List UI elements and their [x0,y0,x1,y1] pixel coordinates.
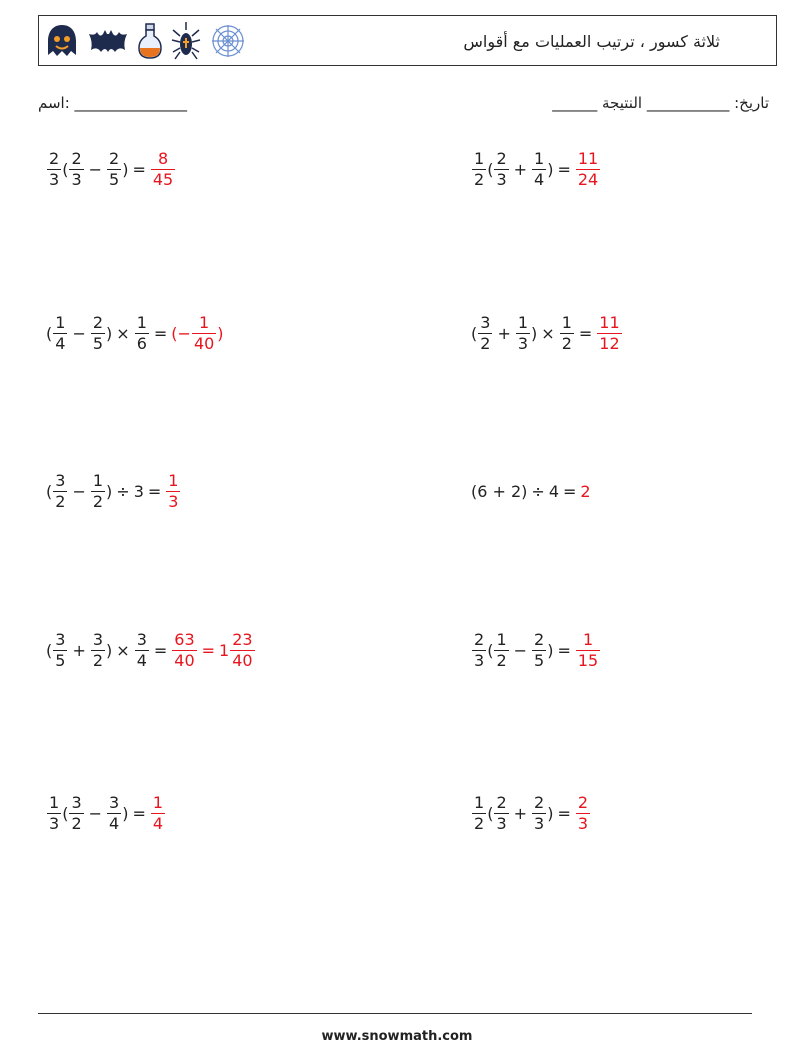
fraction [597,312,621,353]
fraction [53,470,67,511]
numerator: 1 [49,792,60,812]
denominator: 4 [136,650,147,670]
text-token: 2 [580,481,591,501]
fraction [192,312,216,353]
problem-p8 [471,625,601,675]
problem-p10 [471,788,591,838]
denominator: 2 [496,650,507,670]
fraction [107,792,121,833]
numerator: 2 [534,792,545,812]
numerator: 1 [474,148,485,168]
fraction [576,792,590,833]
text-token: ( [62,803,69,823]
numerator: 2 [49,148,60,168]
footer-url: www.snowmath.com [321,1029,473,1044]
numerator: 1 [534,148,545,168]
text-token: (− [171,323,191,343]
operator: × [116,323,130,343]
denominator: 5 [92,333,104,353]
fraction [135,629,149,670]
operator: = [557,159,571,179]
denominator: 2 [55,491,66,511]
denominator: 2 [92,491,104,511]
fraction [47,792,61,833]
denominator: 3 [49,169,60,189]
fraction [472,148,486,189]
numerator: 11 [577,148,599,168]
fraction [172,629,196,670]
operator: − [513,640,528,660]
denominator: 5 [534,650,545,670]
operator: − [88,803,103,823]
numerator: 2 [71,148,82,168]
problem-p7 [46,625,256,675]
fraction [472,792,486,833]
answer [596,312,622,353]
fraction [494,792,508,833]
operator: − [72,323,86,343]
spiderweb-icon [209,23,247,59]
text-token: ) [547,640,554,660]
problem-p3 [46,308,224,358]
denominator: 5 [109,169,120,189]
icon-row [45,22,247,60]
operator: + [513,159,528,179]
fraction [532,629,546,670]
fraction [91,312,105,353]
text-token: ) [547,803,554,823]
operator: + [72,640,86,660]
operator: − [88,159,103,179]
text-token: ) [531,323,538,343]
numerator: 1 [496,629,507,649]
answer [150,148,176,189]
numerator: 3 [71,792,82,812]
denominator: 24 [577,169,599,189]
text-token: 4 [548,481,560,501]
worksheet-title: ثلاثة كسور ، ترتيب العمليات مع أقواس [463,32,720,51]
header-box [38,15,777,66]
text-token: ) [106,640,113,660]
text-token: ( [46,323,53,343]
fraction [494,629,508,670]
operator: − [72,481,86,501]
denominator: 4 [152,813,164,833]
denominator: 3 [496,813,507,833]
denominator: 3 [474,650,485,670]
fraction [230,629,254,670]
operator: = [563,481,577,501]
fraction [91,629,105,670]
answer [575,148,601,189]
denominator: 6 [136,333,147,353]
numerator: 1 [55,312,66,332]
text-token: ( [487,803,494,823]
denominator: 40 [232,650,253,670]
text-token: ) [122,803,129,823]
denominator: 45 [152,169,174,189]
numerator: 2 [109,148,120,168]
fraction [576,148,600,189]
potion-icon [137,22,163,60]
text-token: ) [106,323,113,343]
numerator: 3 [55,470,66,490]
denominator: 2 [480,333,491,353]
numerator: 23 [232,629,253,649]
denominator: 3 [577,813,589,833]
numerator: 1 [199,312,210,332]
fraction [53,629,67,670]
numerator: 3 [55,629,66,649]
numerator: 2 [474,629,485,649]
operator: = [147,481,162,501]
numerator: 3 [109,792,120,812]
fraction [166,470,180,511]
fraction [516,312,530,353]
denominator: 2 [474,169,485,189]
operator: = [153,640,168,660]
text-token: ) [547,159,554,179]
operator: = [153,323,168,343]
fraction [107,148,121,189]
text-token: ) [106,481,113,501]
name-field: اسم: _______________ [38,94,188,112]
denominator: 2 [561,333,572,353]
numerator: 8 [157,148,169,168]
problem-p5 [46,466,181,516]
fraction [576,629,600,670]
ghost-icon [45,23,79,59]
denominator: 4 [55,333,66,353]
denominator: 4 [109,813,120,833]
denominator: 2 [71,813,82,833]
fraction [69,148,83,189]
numerator: 11 [599,312,620,332]
operator: × [541,323,555,343]
numerator: 1 [474,792,485,812]
numerator: 1 [582,629,594,649]
denominator: 15 [577,650,599,670]
fraction [91,470,105,511]
denominator: 40 [174,650,195,670]
fraction [151,792,165,833]
text-token: 3 [133,481,144,501]
fraction [494,148,508,189]
text-token: ( [487,640,494,660]
numerator: 3 [480,312,491,332]
fraction [532,792,546,833]
answer [150,792,166,833]
answer [575,629,601,670]
denominator: 3 [71,169,82,189]
bat-icon [87,26,129,56]
text-token: ) [122,159,129,179]
fraction [135,312,149,353]
text-token: ( [487,159,494,179]
operator: + [513,803,528,823]
operator: = [132,159,146,179]
spider-icon [171,22,201,60]
answer [165,470,181,511]
text-token: 1 [219,640,230,660]
fraction [53,312,67,353]
numerator: 2 [92,312,104,332]
operator: = [201,640,216,660]
denominator: 4 [534,169,545,189]
numerator: 3 [92,629,104,649]
operator: = [132,803,146,823]
text-token: ( [471,323,478,343]
fraction [151,148,175,189]
answer [171,312,224,353]
denominator: 3 [496,169,507,189]
denominator: 3 [534,813,545,833]
denominator: 2 [474,813,485,833]
numerator: 2 [577,792,589,812]
operator: + [497,323,511,343]
denominator: 5 [55,650,66,670]
numerator: 1 [561,312,572,332]
footer-divider [38,1013,752,1014]
answer [580,482,590,501]
problem-p9 [46,788,166,838]
denominator: 12 [599,333,620,353]
problem-p4 [471,308,623,358]
operator: ÷ [116,481,130,501]
numerator: 1 [517,312,529,332]
answer [575,792,591,833]
numerator: 2 [534,629,545,649]
numerator: 63 [174,629,195,649]
fraction [69,792,83,833]
numerator: 1 [152,792,164,812]
numerator: 1 [92,470,104,490]
fraction [560,312,574,353]
date-score-field: تاريخ: ___________ النتيجة ______ [552,94,769,112]
text-token: ( [62,159,69,179]
text-token: ) [217,323,224,343]
text-token: ( [46,481,53,501]
text-token: (6 + 2) [471,481,528,501]
numerator: 2 [496,148,507,168]
denominator: 3 [517,333,529,353]
denominator: 2 [92,650,104,670]
denominator: 3 [168,491,179,511]
operator: = [557,803,571,823]
fraction [478,312,492,353]
numerator: 3 [136,629,147,649]
denominator: 40 [193,333,215,353]
problem-p2 [471,144,601,194]
problem-p1 [46,144,176,194]
operator: × [116,640,130,660]
answer [171,629,255,670]
text-token: ( [46,640,53,660]
numerator: 1 [136,312,147,332]
denominator: 3 [49,813,60,833]
fraction [47,148,61,189]
operator: ÷ [531,481,545,501]
fraction [472,629,486,670]
numerator: 1 [168,470,179,490]
fraction [532,148,546,189]
operator: = [578,323,593,343]
operator: = [557,640,571,660]
numerator: 2 [496,792,507,812]
problem-p6 [471,466,591,516]
